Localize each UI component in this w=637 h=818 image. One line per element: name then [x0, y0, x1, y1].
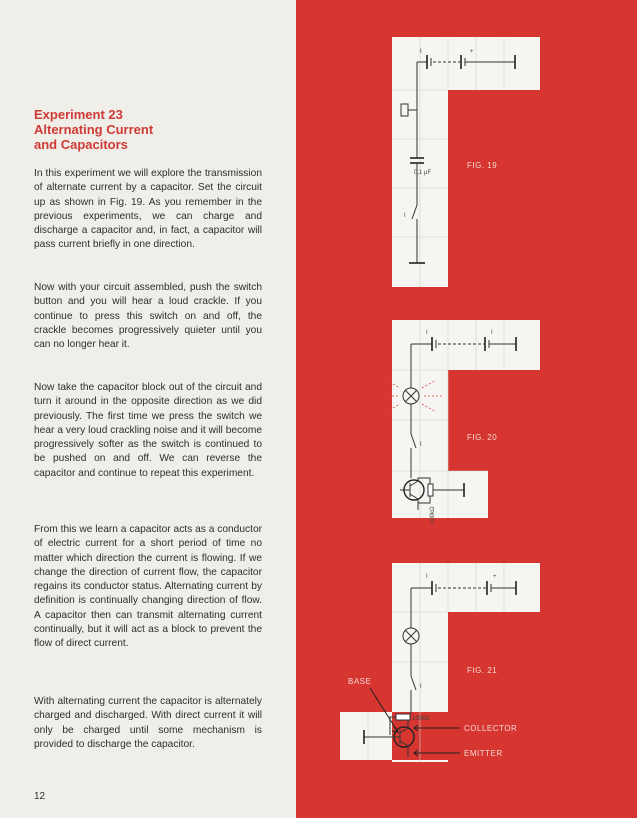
paragraph-4: From this we learn a capacitor acts as a conductor of electric current for a short period of time no matter which direction the current is flowing. If we change the direction of current flow, the capacitor regains its conductor status. Alternating current by definition is continually changing direction of flow. A capacitor then can transmit alternating current continually, but it will act as a block to prevent the flow of direct current.: [34, 524, 262, 650]
fig21-collector-label: COLLECTOR: [464, 724, 518, 733]
fig19-diagram: [392, 37, 540, 287]
fig19-battery-plus: +: [470, 49, 474, 55]
fig20-panel: [392, 320, 540, 518]
experiment-title: Experiment 23 Alternating Current and Capacitors: [34, 107, 154, 152]
paragraph-1: In this experiment we will explore the transmission of alternate current by a capacitor. Set the circuit up as shown in Fig. 19. As you remember in the previous experiments, we can charge and discharge a capacitor and, in fact, a capacitor will pass current briefly in one direction.: [34, 168, 262, 251]
fig20-diagram: [380, 320, 540, 524]
fig20-battery-minus: I: [426, 330, 428, 336]
fig19-switch-mark: I: [404, 213, 406, 219]
fig20-battery-plus: I: [491, 330, 493, 336]
paragraph-2: Now with your circuit assembled, push the switch button and you will hear a loud crackle. If you continue to press this switch on and off, the crackle becomes progressively quieter until you can no longer hear it.: [34, 282, 262, 351]
page-number: 12: [34, 791, 46, 802]
fig19-caption: FIG. 19: [467, 161, 498, 170]
fig21-switch-mark: I: [420, 684, 422, 690]
paragraph-3: Now take the capacitor block out of the circuit and turn it around in the opposite direction as we did previously. The first time we press the switch we hear a very loud crackling noise and it will become progressively softer as the switch is continued to be pushed on and off. We can reverse the capacitor and continue to repeat this experiment.: [34, 382, 262, 479]
fig20-caption: FIG. 20: [467, 433, 498, 442]
fig19-capacitor-value: 0,1 µF: [414, 170, 432, 176]
fig20-resistor-icon: [428, 484, 433, 496]
fig21-caption: FIG. 21: [467, 666, 498, 675]
fig21-battery-minus: I: [426, 574, 428, 580]
fig19-battery-minus: I: [420, 49, 422, 55]
fig21-resistor-icon: [396, 714, 410, 720]
fig21-base-label: BASE: [348, 677, 372, 686]
fig20-switch-mark: I: [420, 442, 422, 448]
fig21-emitter-label: EMITTER: [464, 749, 503, 758]
fig20-resistor-value: 100kΩ: [430, 506, 436, 524]
paragraph-5: With alternating current the capacitor is alternately charged and discharged. With direct current it will only be charged until some mechanism is provided to discharge the capacitor.: [34, 696, 262, 750]
fig21-resistor-value: 100kΩ: [412, 716, 430, 722]
fig21-battery-plus: +: [493, 574, 497, 580]
fig19-panel: [392, 37, 540, 287]
fig21-diagram: [340, 563, 540, 762]
